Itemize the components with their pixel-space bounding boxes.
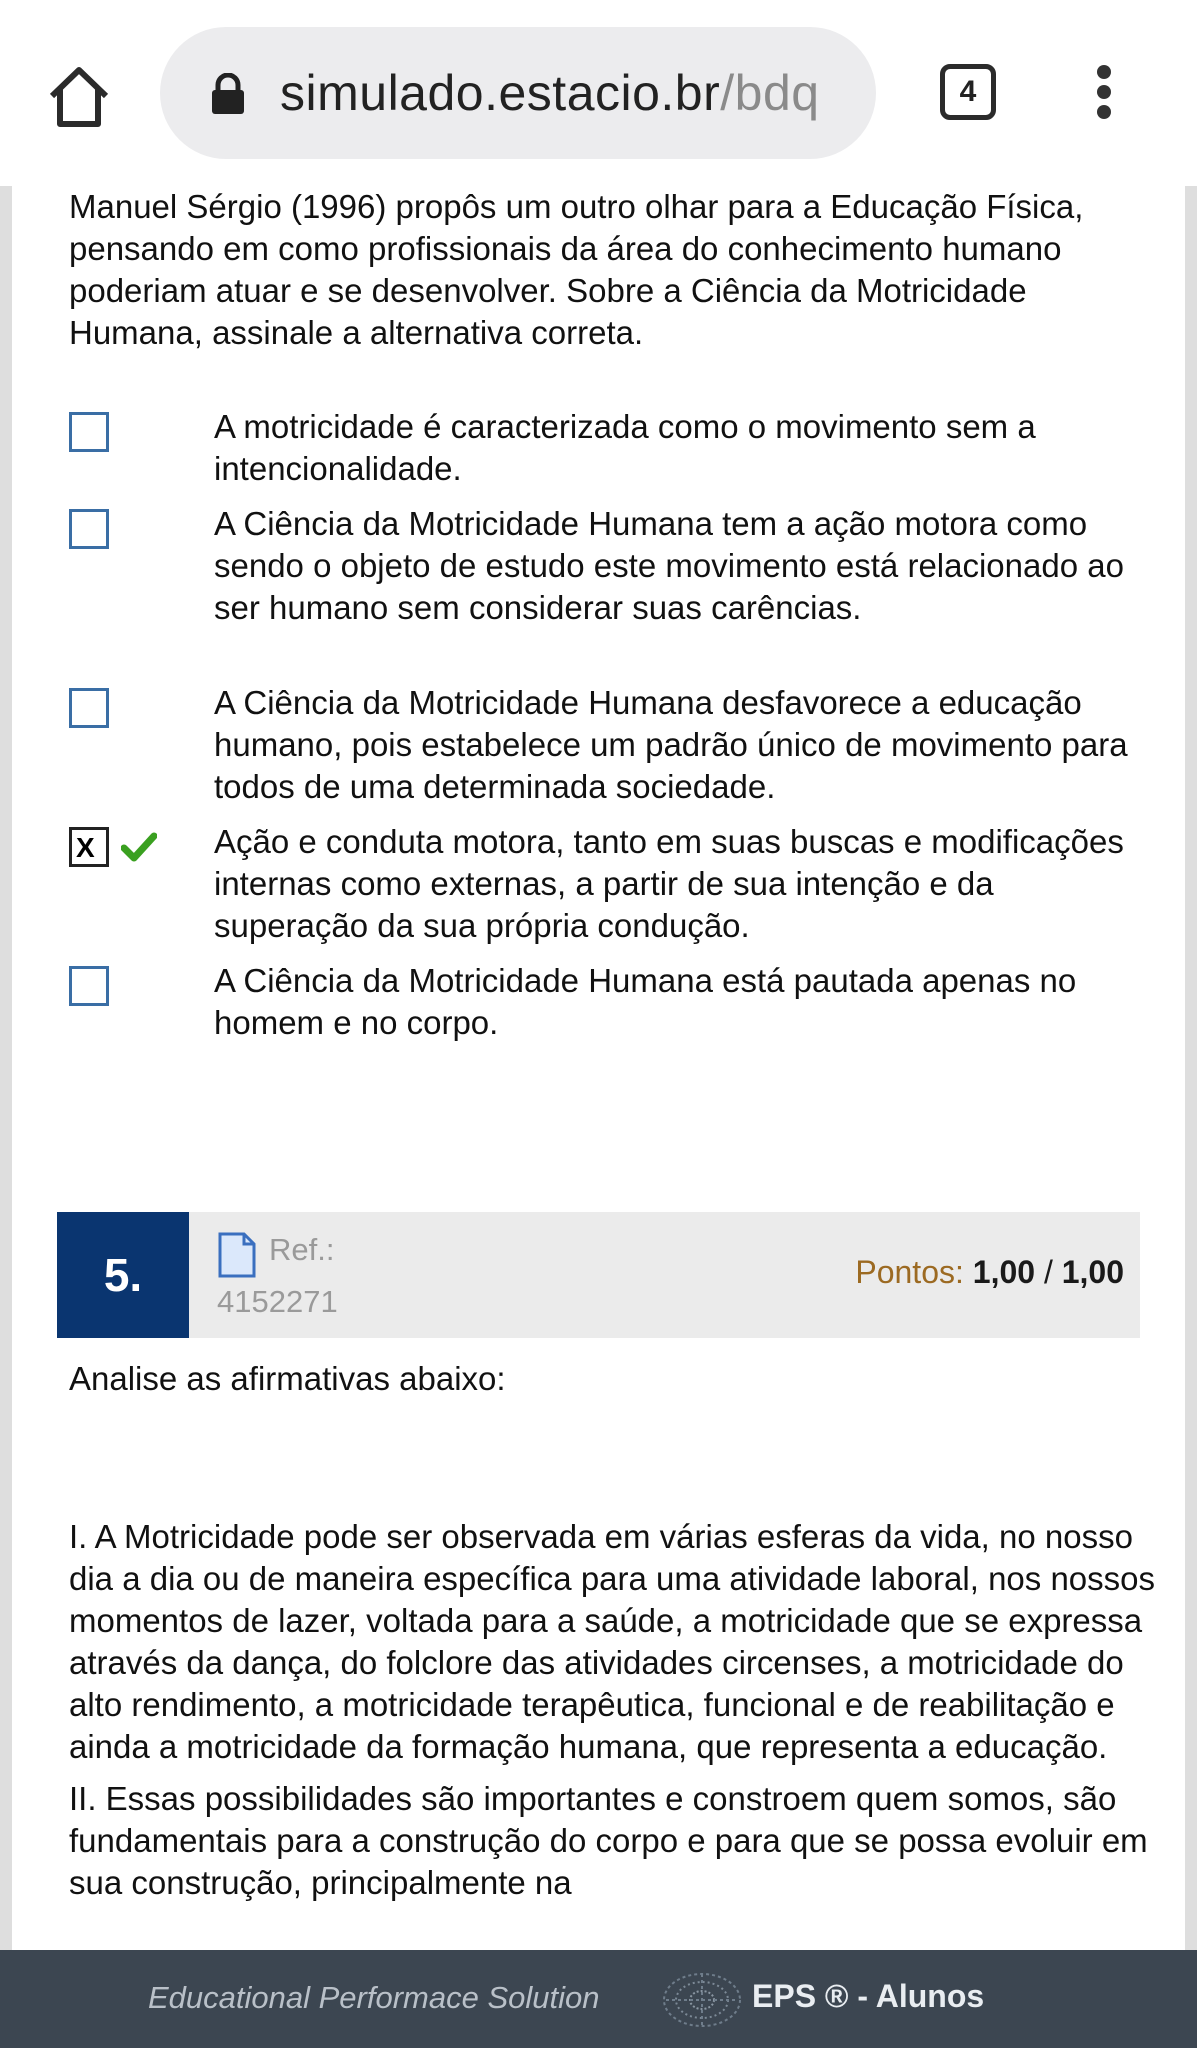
page-frame-right bbox=[1185, 186, 1197, 1950]
url-path: /bdq bbox=[720, 65, 820, 121]
question-header bbox=[57, 1212, 1140, 1338]
url-text[interactable] bbox=[280, 61, 856, 125]
points-label: Pontos: bbox=[855, 1254, 964, 1290]
answer-checkbox[interactable] bbox=[69, 966, 109, 1006]
question-number: 5. bbox=[57, 1212, 189, 1338]
address-bar[interactable] bbox=[160, 27, 876, 159]
points-separator: / bbox=[1035, 1254, 1062, 1290]
footer-bar bbox=[0, 1950, 1197, 2048]
statement-i: I. A Motricidade pode ser observada em várias esferas da vida, no nosso dia a dia ou de maneira específica para uma atividade laboral, nos nossos momentos de lazer, voltada para a saúde, a motricidade que se expressa através da dança, do folclore das atividades circenses, a motricidade do alto rendimento, a motricidade terapêutica, funcional e de reabilitação e ainda a motricidade da formação humana, que representa a educação. bbox=[69, 1518, 1156, 1765]
points-display bbox=[855, 1254, 1124, 1291]
answer-option-text: A Ciência da Motricidade Humana está pautada apenas no homem e no corpo. bbox=[214, 962, 1077, 1041]
brain-logo-icon bbox=[660, 1970, 744, 2030]
more-options-icon[interactable] bbox=[1080, 60, 1128, 130]
answer-checkbox[interactable] bbox=[69, 412, 109, 452]
answer-option-text: A Ciência da Motricidade Humana desfavorece a educação humano, pois estabelece um padrão único de movimento para todos de uma determinada sociedade. bbox=[214, 684, 1128, 805]
ref-number: 4152271 bbox=[217, 1284, 338, 1319]
browser-toolbar bbox=[0, 0, 1197, 186]
points-total: 1,00 bbox=[1061, 1254, 1124, 1290]
answer-checkbox[interactable] bbox=[69, 688, 109, 728]
points-value: 1,00 bbox=[972, 1254, 1036, 1290]
page-content bbox=[12, 186, 1185, 1950]
answer-option-text: A motricidade é caracterizada como o movimento sem a intencionalidade. bbox=[214, 408, 1036, 487]
answer-checkbox-checked[interactable] bbox=[69, 827, 109, 867]
url-host: simulado.estacio.br bbox=[280, 65, 721, 121]
answer-option-text: A Ciência da Motricidade Humana tem a ação motora como sendo o objeto de estudo este movimento está relacionado ao ser humano sem considerar suas carências. bbox=[214, 505, 1124, 626]
answer-checkbox[interactable] bbox=[69, 509, 109, 549]
page-frame-left bbox=[0, 186, 12, 1950]
answer-option-text: Ação e conduta motora, tanto em suas buscas e modificações internas como externas, a partir de sua intenção e da superação da sua própria condução. bbox=[214, 823, 1124, 944]
footer-brand: EPS ® - Alunos bbox=[752, 1978, 985, 2014]
home-icon[interactable] bbox=[44, 62, 114, 132]
checkbox-mark: X bbox=[76, 832, 95, 863]
ref-label: Ref.: bbox=[269, 1232, 335, 1267]
question-prompt: Manuel Sérgio (1996) propôs um outro olhar para a Educação Física, pensando em como profissionais da área do conhecimento humano poderiam atuar e se desenvolver. Sobre a Ciência da Motricidade Humana, assinale a alternativa correta. bbox=[69, 188, 1084, 351]
statement-ii: II. Essas possibilidades são importantes e constroem quem somos, são fundamentais para a construção do corpo e para que se possa evoluir em sua construção, principalmente na bbox=[69, 1780, 1148, 1901]
lock-icon bbox=[208, 73, 248, 115]
document-icon[interactable] bbox=[217, 1232, 257, 1278]
footer-tagline: Educational Performace Solution bbox=[148, 1980, 600, 2015]
tab-switcher-button[interactable]: 4 bbox=[940, 64, 996, 120]
question-intro: Analise as afirmativas abaixo: bbox=[69, 1360, 506, 1397]
correct-check-icon bbox=[121, 831, 157, 863]
